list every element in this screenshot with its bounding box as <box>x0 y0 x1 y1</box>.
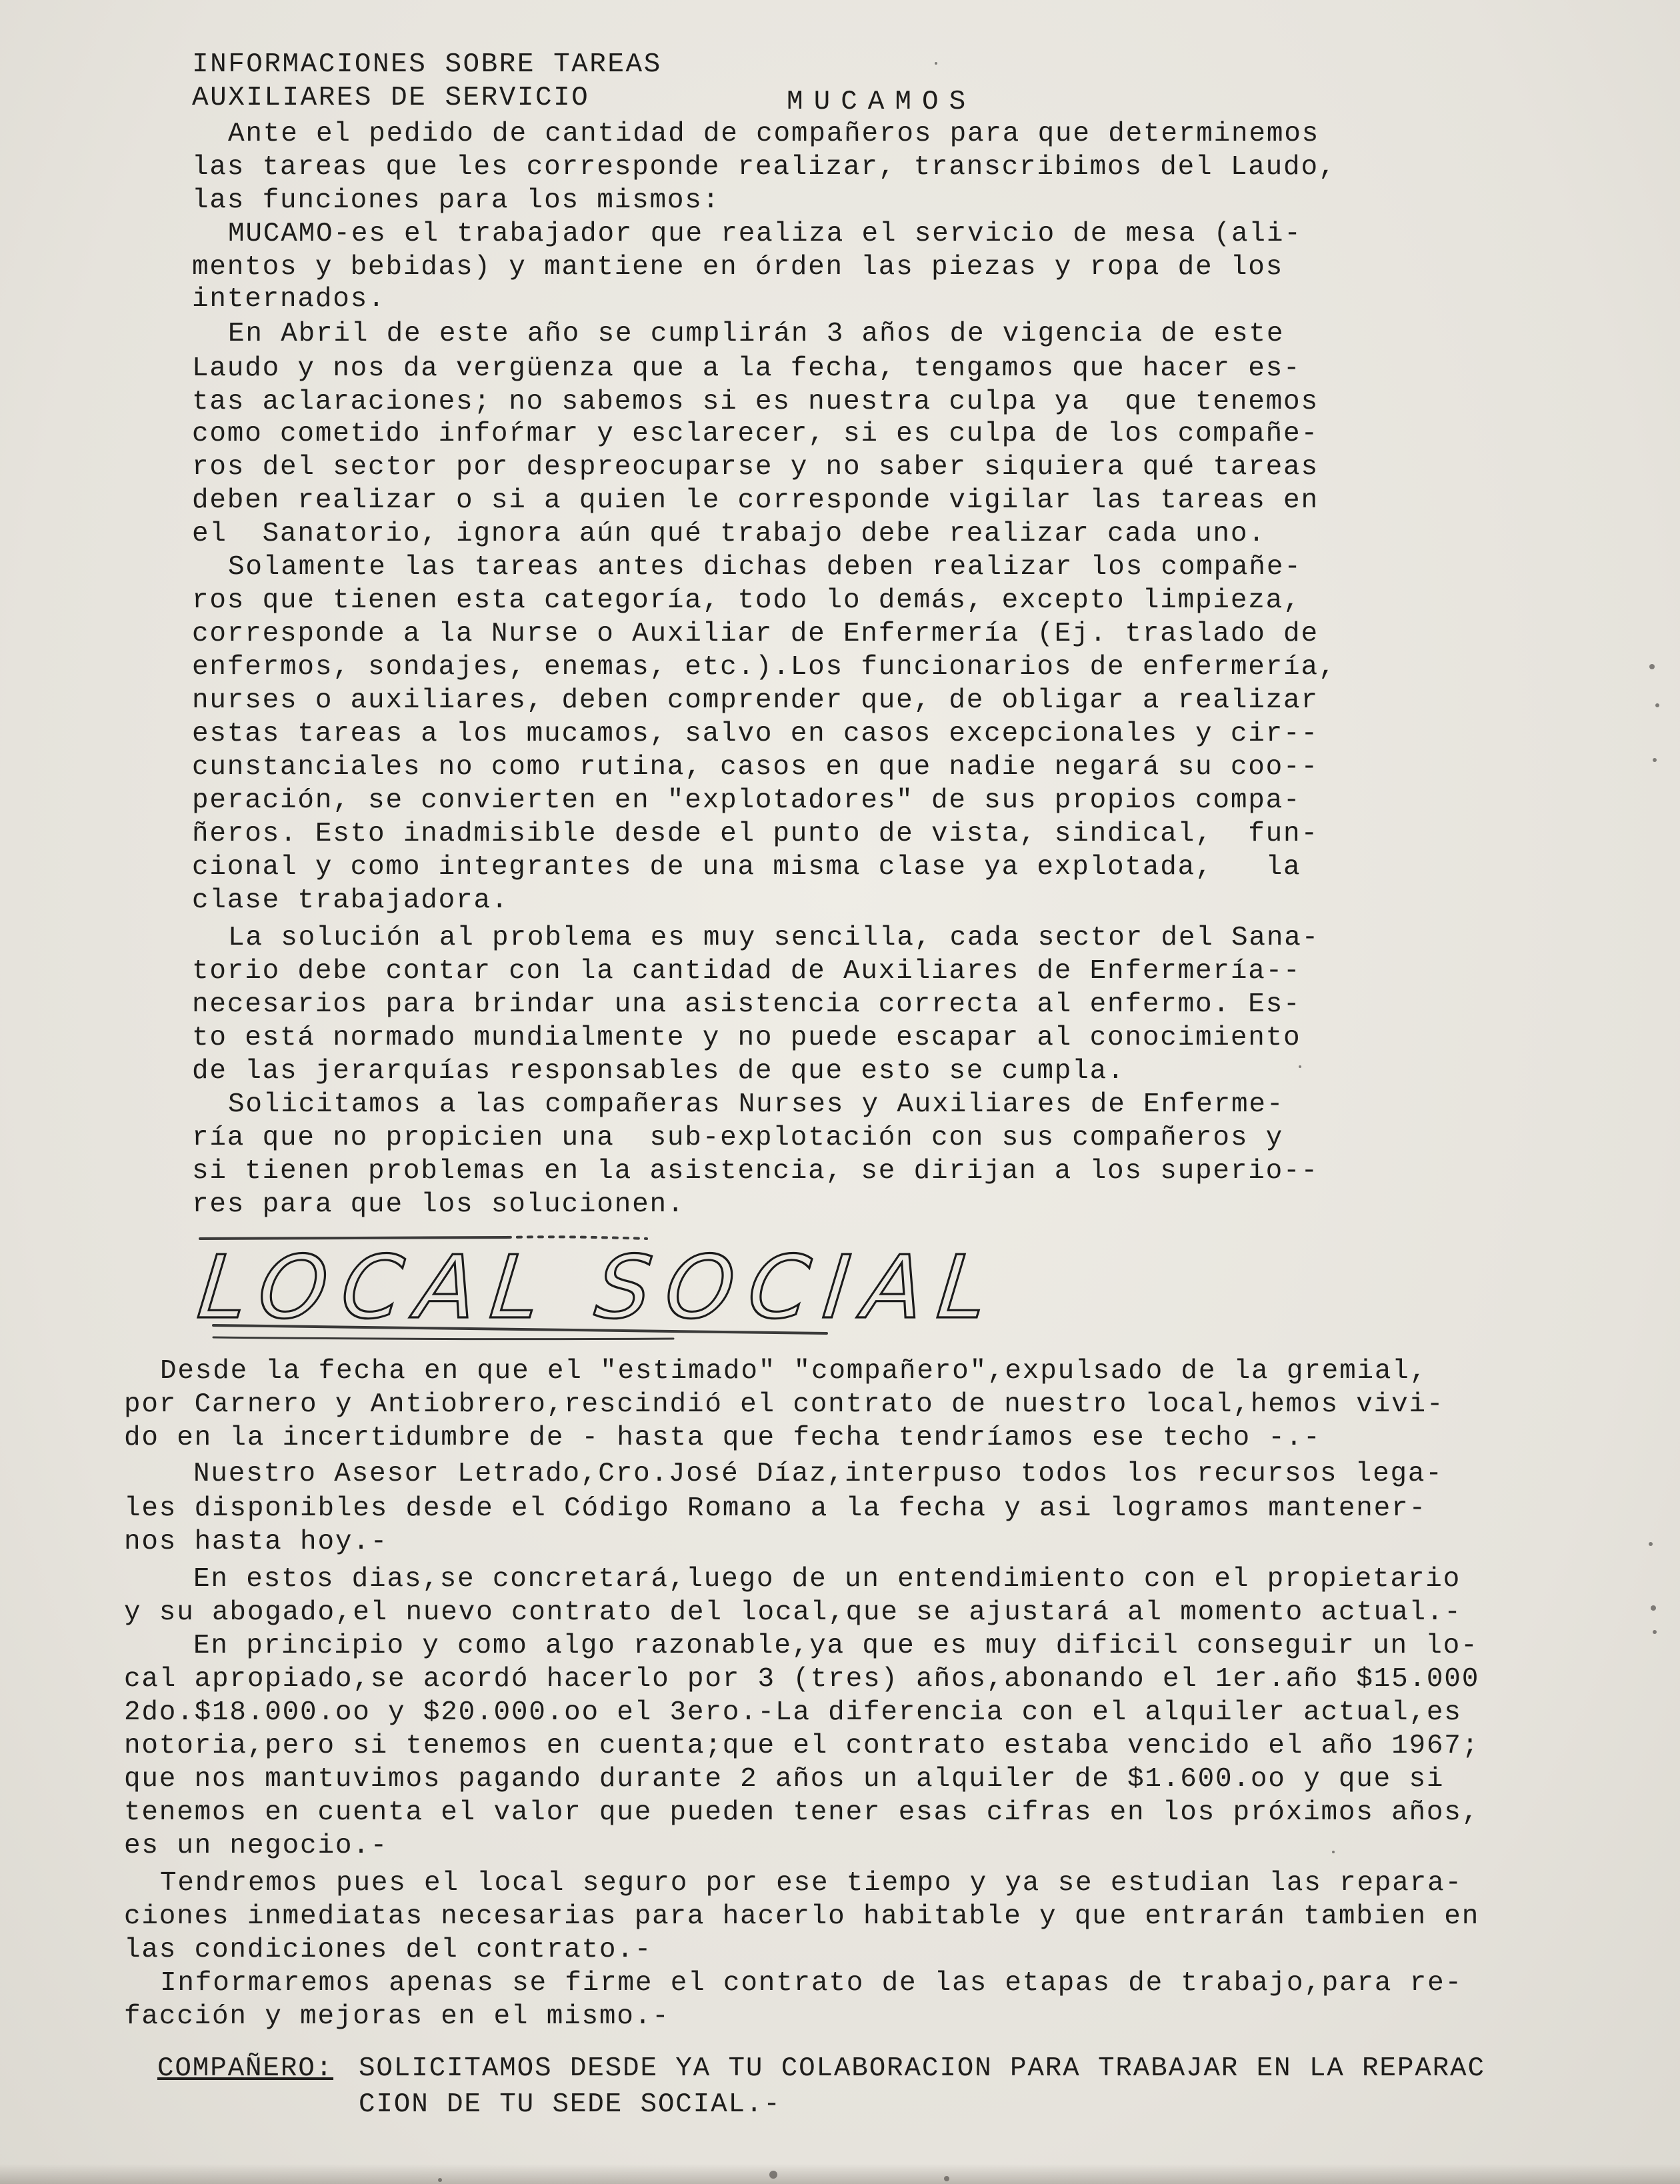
text-line: nurses o auxiliares, deben comprender que, de obligar a realizar <box>192 685 1319 716</box>
bottom-shadow <box>0 2164 1680 2184</box>
text-line: Nuestro Asesor Letrado,Cro.José Díaz,interpuso todos los recursos lega- <box>193 1459 1443 1489</box>
text-line: facción y mejoras en el mismo.- <box>124 2001 670 2032</box>
closing-line-2: CION DE TU SEDE SOCIAL.- <box>359 2089 781 2120</box>
text-line: cal apropiado,se acordó hacerlo por 3 (tres) años,abonando el 1er.año $15.000 <box>124 1664 1480 1695</box>
text-line: Desde la fecha en que el "estimado" "compañero",expulsado de la gremial, <box>160 1356 1428 1387</box>
local-social-heading <box>193 1225 1007 1345</box>
text-line: las funciones para los mismos: <box>192 185 721 216</box>
text-line: corresponde a la Nurse o Auxiliar de Enfermería (Ej. traslado de <box>192 619 1319 649</box>
text-line: Solamente las tareas antes dichas deben realizar los compañe- <box>228 552 1302 583</box>
text-line: clase trabajadora. <box>192 885 509 916</box>
text-line: las tareas que les corresponde realizar, transcribimos del Laudo, <box>192 152 1337 183</box>
text-line: ciones inmediatas necesarias para hacerlo habitable y que entrarán tambien en <box>124 1901 1480 1932</box>
closing-label: COMPAÑERO: <box>157 2053 334 2084</box>
text-line: estas tareas a los mucamos, salvo en casos excepcionales y cir-- <box>192 719 1319 749</box>
text-line: si tienen problemas en la asistencia, se dirijan a los superio-- <box>192 1156 1319 1187</box>
header-line-2: AUXILIARES DE SERVICIO <box>192 83 590 113</box>
text-line: les disponibles desde el Código Romano a la fecha y asi logramos mantener- <box>124 1493 1427 1524</box>
text-line: que nos mantuvimos pagando durante 2 años un alquiler de $1.600.oo y que si <box>124 1764 1445 1795</box>
text-line: internados. <box>192 284 386 315</box>
text-line: En Abril de este año se cumplirán 3 años de vigencia de este <box>228 319 1285 349</box>
text-line: ros del sector por despreocuparse y no saber siquiera qué tareas <box>192 452 1319 483</box>
text-line: necesarios para brindar una asistencia correcta al enfermo. Es- <box>192 989 1301 1020</box>
text-line: La solución al problema es muy sencilla, cada sector del Sana- <box>228 923 1320 953</box>
text-line: como cometido infoŕmar y esclarecer, si es culpa de los compañe- <box>192 419 1319 449</box>
text-line: En estos dias,se concretará,luego de un entendimiento con el propietario <box>193 1564 1461 1595</box>
text-line: 2do.$18.000.oo y $20.000.oo el 3ero.-La diferencia con el alquiler actual,es <box>124 1697 1462 1728</box>
text-line: nos hasta hoy.- <box>124 1527 389 1557</box>
text-line: do en la incertidumbre de - hasta que fecha tendríamos ese techo -.- <box>124 1423 1321 1453</box>
text-line: ría que no propicien una sub-explotación con sus compañeros y <box>192 1123 1284 1153</box>
header-line-1: INFORMACIONES SOBRE TAREAS <box>192 49 662 80</box>
text-line: Solicitamos a las compañeras Nurses y Auxiliares de Enferme- <box>228 1089 1285 1120</box>
local-social-text: LOCAL SOCIAL <box>193 1237 1007 1338</box>
text-line: Informaremos apenas se firme el contrato de las etapas de trabajo,para re- <box>160 1968 1463 1999</box>
text-line: de las jerarquías responsables de que esto se cumpla. <box>192 1056 1125 1087</box>
text-line: tenemos en cuenta el valor que pueden tener esas cifras en los próximos años, <box>124 1797 1480 1828</box>
text-line: el Sanatorio, ignora aún qué trabajo debe realizar cada uno. <box>192 519 1266 549</box>
text-line: Tendremos pues el local seguro por ese tiempo y ya se estudian las repara- <box>160 1868 1463 1899</box>
text-line: Ante el pedido de cantidad de compañeros para que determinemos <box>228 119 1320 149</box>
text-line: ñeros. Esto inadmisible desde el punto de vista, sindical, fun- <box>192 819 1319 849</box>
text-line: En principio y como algo razonable,ya que es muy dificil conseguir un lo- <box>193 1631 1479 1661</box>
text-line: res para que los solucionen. <box>192 1189 685 1220</box>
text-line: tas aclaraciones; no sabemos si es nuestra culpa ya que tenemos <box>192 387 1319 417</box>
text-line: es un negocio.- <box>124 1831 389 1861</box>
text-line: to está normado mundialmente y no puede escapar al conocimiento <box>192 1023 1301 1053</box>
closing-line-1: SOLICITAMOS DESDE YA TU COLABORACION PARA TRABAJAR EN LA REPARAC <box>359 2053 1485 2084</box>
text-line: las condiciones del contrato.- <box>124 1935 653 1965</box>
text-line: deben realizar o si a quien le corresponde vigilar las tareas en <box>192 485 1319 516</box>
text-line: MUCAMO-es el trabajador que realiza el servicio de mesa (ali- <box>228 219 1302 249</box>
text-line: mentos y bebidas) y mantiene en órden las piezas y ropa de los <box>192 252 1284 283</box>
text-line: cional y como integrantes de una misma clase ya explotada, la <box>192 852 1301 883</box>
text-line: ros que tienen esta categoría, todo lo demás, excepto limpieza, <box>192 585 1301 616</box>
text-line: Laudo y nos da vergüenza que a la fecha, tengamos que hacer es- <box>192 353 1301 384</box>
header-subject: MUCAMOS <box>787 87 977 117</box>
text-line: por Carnero y Antiobrero,rescindió el contrato de nuestro local,hemos vivi- <box>124 1389 1445 1420</box>
text-line: y su abogado,el nuevo contrato del local,que se ajustará al momento actual.- <box>124 1597 1462 1628</box>
text-line: torio debe contar con la cantidad de Auxiliares de Enfermería-- <box>192 956 1301 987</box>
text-line: peración, se convierten en "explotadores" de sus propios compa- <box>192 785 1301 816</box>
text-line: enfermos, sondajes, enemas, etc.).Los funcionarios de enfermería, <box>192 652 1337 683</box>
text-line: cunstanciales no como rutina, casos en que nadie negará su coo-- <box>192 752 1319 783</box>
text-line: notoria,pero si tenemos en cuenta;que el contrato estaba vencido el año 1967; <box>124 1731 1480 1761</box>
